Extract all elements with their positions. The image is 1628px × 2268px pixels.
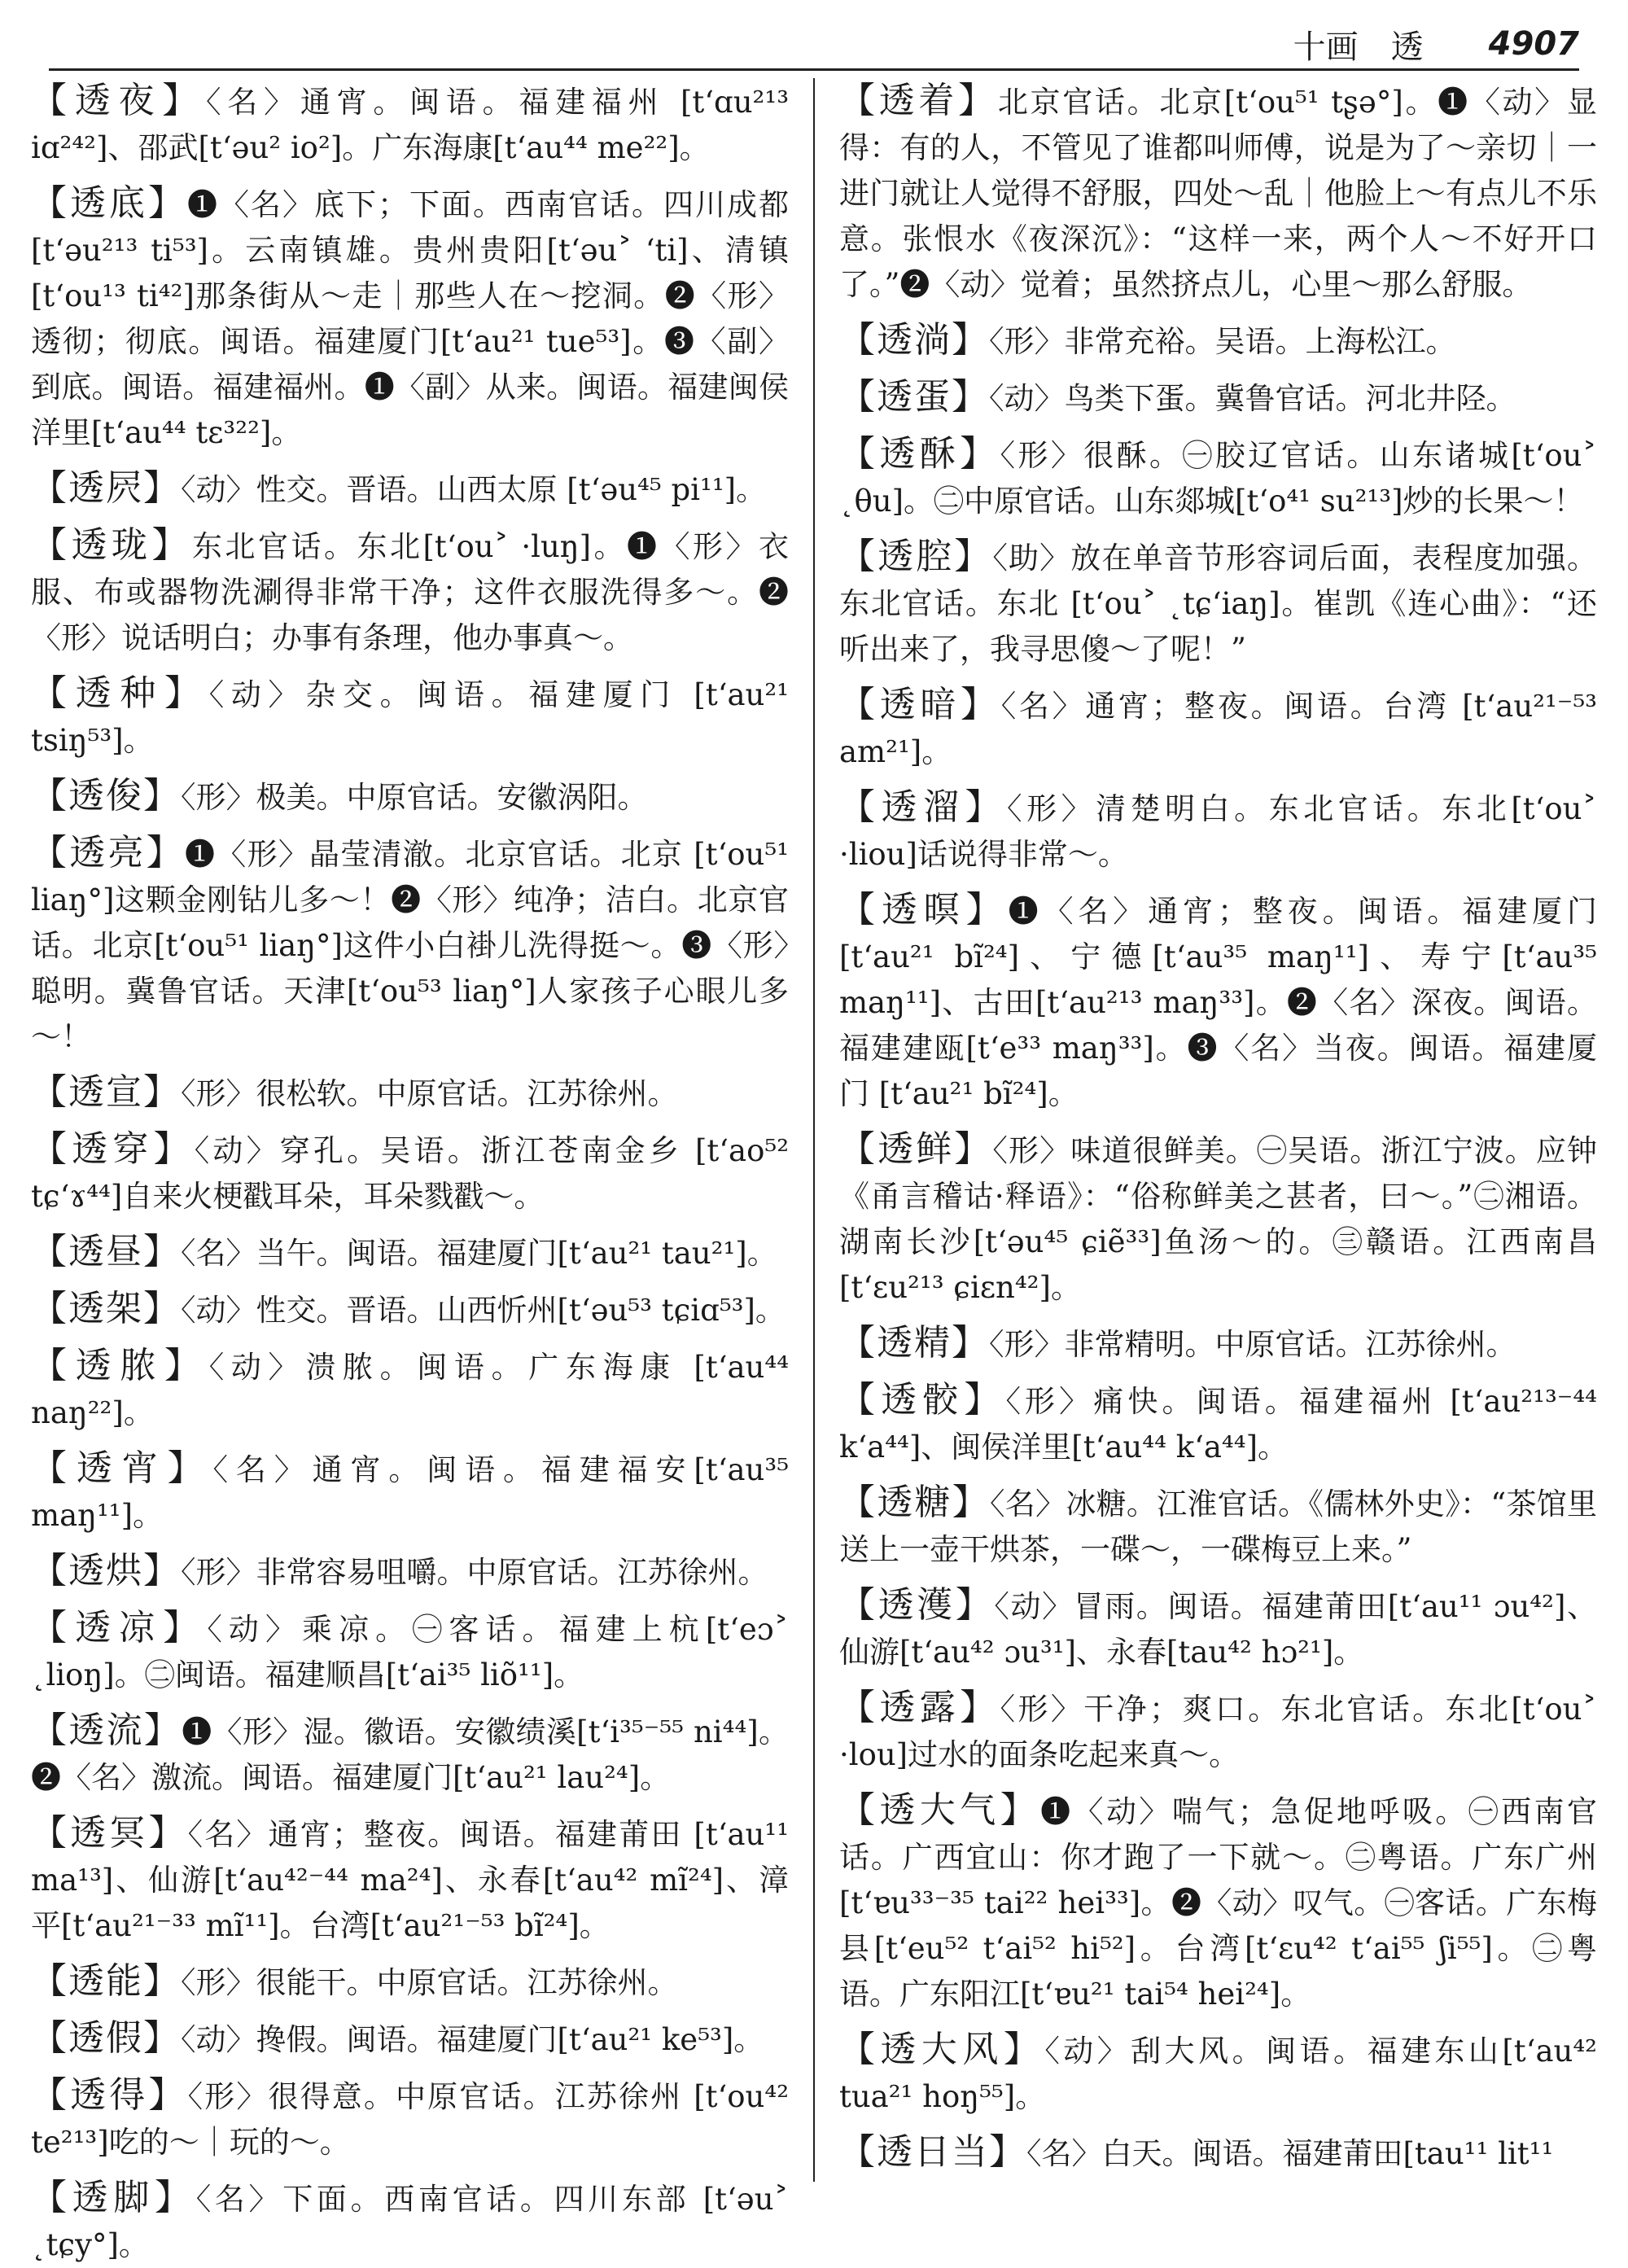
entry-definition: 〈形〉很得意。中原官话。江苏徐州 [t‘ou⁴² te²¹³]吃的～｜玩的～。 <box>31 2079 790 2160</box>
dictionary-entry <box>31 2175 789 2268</box>
dictionary-entry <box>31 78 789 171</box>
entry-headword: 【透露】 <box>838 1687 1000 1728</box>
entry-headword: 【透能】 <box>31 1960 181 2002</box>
dictionary-entry <box>839 1377 1597 1470</box>
dictionary-entry <box>31 830 789 1060</box>
entry-headword: 【透架】 <box>31 1288 181 1329</box>
entry-headword: 【透屄】 <box>31 467 181 509</box>
dictionary-entry <box>31 1708 789 1801</box>
dictionary-entry <box>839 1320 1597 1368</box>
entry-headword: 【透淌】 <box>838 319 989 361</box>
dictionary-entry <box>31 1959 789 2006</box>
entry-headword: 【透大气】 <box>838 1789 1041 1831</box>
entry-definition: 〈名〉通宵；整夜。闽语。台湾 [t‘au²¹⁻⁵³ am²¹]。 <box>838 689 1598 769</box>
entry-definition: 〈形〉味道很鲜美。㊀吴语。浙江宁波。应钟《甬言稽诂·释语》：“俗称鲜美之甚者，曰～。”㊁湘语。湖南长沙[t‘əu⁴⁵ ɕiẽ³³]鱼汤～的。㊂赣语。江西南昌[t‘ɛu²¹³ ɕiɛn⁴²]。 <box>838 1133 1598 1305</box>
header-rule <box>49 68 1579 71</box>
entry-definition: ❶〈名〉底下；下面。西南官话。四川成都[t‘əu²¹³ ti⁵³]。云南镇雄。贵州贵阳[t‘əu˃ ‘ti]、清镇[t‘ou¹³ ti⁴²]那条街从～走｜那些人在～挖洞。❷〈形〉透彻；彻底。闽语。福建厦门[t‘au²¹ tue⁵³]。❸〈副〉到底。闽语。福建福州。❶〈副〉从来。闽语。福建闽侯洋里[t‘au⁴⁴ tɛ³²²]。 <box>31 187 790 450</box>
entry-definition: 〈动〉穿孔。吴语。浙江苍南金乡 [t‘ao⁵² tɕ‘ɤ⁴⁴]自来火梗戳耳朵，耳朵戮戳～。 <box>31 1133 790 1214</box>
entry-headword: 【透脚】 <box>31 2177 196 2218</box>
entry-headword: 【透亮】 <box>31 832 186 873</box>
entry-headword: 【透种】 <box>31 672 209 714</box>
entry-definition: 〈动〉杂交。闽语。福建厦门 [t‘au²¹ tsiŋ⁵³]。 <box>31 677 790 758</box>
entry-headword: 【透日当】 <box>838 2131 1026 2173</box>
entry-definition: 〈形〉很松软。中原官话。江苏徐州。 <box>181 1076 678 1111</box>
entry-definition: 北京官话。北京[t‘ou⁵¹ tʂə°]。❶〈动〉显得：有的人，不管见了谁都叫师傅，说是为了～亲切｜一进门就让人觉得不舒服，四处～乱｜他脸上～有点儿不乐意。张恨水《夜深沉》：“这样一来，两个人～不好开口了。”❷〈动〉觉着；虽然挤点儿，心里～那么舒服。 <box>838 85 1598 302</box>
entry-definition: 〈名〉冰糖。江淮官话。《儒林外史》：“茶馆里送上一壶干烘茶，一碟～，一碟梅豆上来。” <box>838 1486 1597 1567</box>
entry-headword: 【透烘】 <box>31 1550 181 1592</box>
page-number: 4907 <box>1488 25 1579 63</box>
dictionary-entry <box>31 1810 789 1949</box>
dictionary-entry <box>31 1343 789 1436</box>
entry-headword: 【透流】 <box>31 1710 182 1751</box>
right-column <box>839 78 1597 2182</box>
entry-definition: 〈助〉放在单音节形容词后面，表程度加强。东北官话。东北 [t‘ou˃ ˛tɕ‘iaŋ]。崔凯《连心曲》：“还听出来了，我寻思傻～了呢！” <box>838 541 1598 667</box>
running-head-char: 透 <box>1390 28 1424 66</box>
entry-definition: 〈形〉痛快。闽语。福建福州 [t‘au²¹³⁻⁴⁴ k‘a⁴⁴]、闽侯洋里[t‘au⁴⁴ k‘a⁴⁴]。 <box>838 1384 1597 1465</box>
entry-definition: 〈名〉通宵。闽语。福建福安[t‘au³⁵ maŋ¹¹]。 <box>31 1452 790 1533</box>
dictionary-entry <box>839 534 1597 672</box>
entry-definition: 〈动〉性交。晋语。山西忻州[t‘əu⁵³ tɕiɑ⁵³]。 <box>181 1293 786 1328</box>
entry-definition: 〈形〉很酥。㊀胶辽官话。山东诸城[t‘ou˃ ˛θu]。㊁中原官话。山东郯城[t‘o⁴¹ su²¹³]炒的长果～！ <box>838 438 1598 519</box>
dictionary-entry <box>31 773 789 821</box>
entry-headword: 【透大风】 <box>838 2029 1045 2070</box>
dictionary-entry <box>31 466 789 513</box>
entry-definition: 〈形〉清楚明白。东北官话。东北[t‘ou˃ ·liou]话说得非常～。 <box>838 791 1598 872</box>
dictionary-entry <box>31 1446 789 1539</box>
dictionary-entry <box>31 2073 789 2165</box>
dictionary-entry <box>839 2130 1597 2177</box>
entry-headword: 【透精】 <box>838 1322 989 1364</box>
section-label: 十画 <box>1293 28 1359 66</box>
dictionary-entry <box>839 785 1597 878</box>
page-header <box>49 20 1579 68</box>
entry-definition: 〈动〉搀假。闽语。福建厦门[t‘au²¹ ke⁵³]。 <box>181 2022 764 2057</box>
entry-headword: 【透濩】 <box>838 1584 995 1626</box>
entry-headword: 【透穿】 <box>31 1128 195 1170</box>
entry-definition: 〈名〉白天。闽语。福建莆田[tau¹¹ lit¹¹ <box>1026 2136 1554 2171</box>
dictionary-entry <box>31 1070 789 1117</box>
entry-definition: 〈形〉非常充裕。吴语。上海松江。 <box>988 324 1456 359</box>
entry-headword: 【透假】 <box>31 2017 181 2059</box>
column-divider <box>813 78 815 2182</box>
entry-headword: 【透暗】 <box>838 684 1001 725</box>
entry-definition: 〈名〉当午。闽语。福建厦门[t‘au²¹ tau²¹]。 <box>181 1236 777 1271</box>
dictionary-entry <box>839 2027 1597 2120</box>
entry-headword: 【透夜】 <box>31 80 207 121</box>
entry-definition: 〈名〉通宵；整夜。闽语。福建莆田 [t‘au¹¹ ma¹³]、仙游[t‘au⁴²⁻⁴⁴ ma²⁴]、永春[t‘au⁴² mĩ²⁴]、漳平[t‘au²¹⁻³³ mĩ¹¹]。台湾[t‘au²¹⁻⁵³ bĩ²⁴]。 <box>31 1817 790 1943</box>
entry-definition: ❶〈动〉喘气；急促地呼吸。㊀西南官话。广西宜山：你才跑了一下就～。㊁粤语。广东广州[t‘ɐu³³⁻³⁵ tai²² hei³³]。❷〈动〉叹气。㊀客话。广东梅县[t‘eu⁵² t‘ai⁵² hi⁵²]。台湾[t‘ɛu⁴² t‘ai⁵⁵ ʃi⁵⁵]。㊁粤语。广东阳江[t‘ɐu²¹ tai⁵⁴ hei²⁴]。 <box>838 1794 1598 2012</box>
dictionary-entry <box>839 887 1597 1117</box>
dictionary-entry <box>839 1583 1597 1675</box>
entry-definition: 〈形〉非常精明。中原官话。江苏徐州。 <box>988 1327 1516 1362</box>
entry-headword: 【透腔】 <box>838 536 993 577</box>
entry-headword: 【透珑】 <box>31 524 192 566</box>
entry-headword: 【透脓】 <box>31 1345 209 1386</box>
entry-definition: 〈动〉性交。晋语。山西太原 [t‘əu⁴⁵ pi¹¹]。 <box>181 472 767 507</box>
dictionary-entry <box>839 431 1597 524</box>
dictionary-entry <box>839 1788 1597 2017</box>
entry-headword: 【透蛋】 <box>838 376 989 418</box>
entry-headword: 【透得】 <box>31 2074 188 2116</box>
entry-headword: 【透着】 <box>838 80 998 121</box>
two-column-body <box>31 78 1598 2262</box>
entry-definition: ❶〈形〉晶莹清澈。北京官话。北京 [t‘ou⁵¹ liaŋ°]这颗金刚钻儿多～！❷〈形〉纯净；洁白。北京官话。北京[t‘ou⁵¹ liaŋ°]这件小白褂儿洗得挺～。❸〈形〉聪明。冀鲁官话。天津[t‘ou⁵³ liaŋ°]人家孩子心眼儿多～！ <box>31 837 790 1054</box>
entry-definition: 〈动〉乘凉。㊀客话。福建上杭[t‘eɔ˃ ˛lioŋ]。㊁闽语。福建顺昌[t‘ai³⁵ liõ¹¹]。 <box>31 1612 790 1692</box>
entry-definition: 〈名〉下面。西南官话。四川东部 [t‘əu˃ ˛tɕy°]。 <box>31 2182 790 2262</box>
entry-definition: 〈动〉溃脓。闽语。广东海康 [t‘au⁴⁴ naŋ²²]。 <box>31 1350 790 1430</box>
entry-headword: 【透酥】 <box>838 433 1000 475</box>
entry-headword: 【透溜】 <box>838 786 1008 828</box>
dictionary-entry <box>31 1605 789 1698</box>
entry-definition: ❶〈形〉湿。徽语。安徽绩溪[t‘i³⁵⁻⁵⁵ ni⁴⁴]。❷〈名〉激流。闽语。福建厦门[t‘au²¹ lau²⁴]。 <box>31 1714 790 1795</box>
dictionary-entry <box>839 1480 1597 1573</box>
dictionary-entry <box>839 78 1597 308</box>
dictionary-entry <box>31 1286 789 1333</box>
dictionary-entry <box>839 374 1597 422</box>
entry-headword: 【透糖】 <box>838 1482 991 1523</box>
dictionary-entry <box>839 317 1597 365</box>
entry-definition: 〈动〉冒雨。闽语。福建莆田[t‘au¹¹ ɔu⁴²]、仙游[t‘au⁴² ɔu³¹]、永春[tau⁴² hɔ²¹]。 <box>838 1589 1598 1670</box>
entry-headword: 【透鲜】 <box>838 1128 993 1170</box>
dictionary-entry <box>31 1548 789 1596</box>
left-column <box>31 78 790 2262</box>
entry-definition: 〈动〉刮大风。闽语。福建东山[t‘au⁴² tua²¹ hoŋ⁵⁵]。 <box>838 2034 1597 2114</box>
entry-headword: 【透底】 <box>31 182 188 224</box>
entry-definition: 〈形〉非常容易咀嚼。中原官话。江苏徐州。 <box>181 1555 768 1590</box>
dictionary-entry <box>31 1229 789 1276</box>
dictionary-entry <box>31 523 789 661</box>
entry-headword: 【透凉】 <box>31 1607 208 1648</box>
entry-definition: 〈动〉鸟类下蛋。冀鲁官话。河北井陉。 <box>988 381 1516 416</box>
entry-headword: 【透昼】 <box>31 1231 181 1272</box>
dictionary-entry <box>31 1127 789 1219</box>
dictionary-entry <box>31 671 789 764</box>
entry-definition: ❶〈名〉通宵；整夜。闽语。福建厦门 [t‘au²¹ bĩ²⁴]、宁德[t‘au³⁵ maŋ¹¹]、寿宁[t‘au³⁵ maŋ¹¹]、古田[t‘au²¹³ maŋ³³]。❷〈名〉深夜。闽语。福建建瓯[t‘e³³ maŋ³³]。❸〈名〉当夜。闽语。福建厦门 [t‘au²¹ bĩ²⁴]。 <box>838 894 1598 1111</box>
entry-headword: 【透宵】 <box>31 1447 213 1489</box>
dictionary-entry <box>31 181 789 456</box>
entry-definition: 〈形〉很能干。中原官话。江苏徐州。 <box>181 1965 678 2000</box>
entry-headword: 【透宣】 <box>31 1071 181 1113</box>
entry-definition: 东北官话。东北[t‘ou˃ ·luŋ]。❶〈形〉衣服、布或器物洗涮得非常干净；这件衣服洗得多～。❷〈形〉说话明白；办事有条理，他办事真～。 <box>31 529 790 655</box>
dictionary-entry <box>839 1127 1597 1311</box>
entry-headword: 【透骹】 <box>838 1379 1006 1421</box>
entry-headword: 【透暝】 <box>838 889 1009 930</box>
entry-definition: 〈名〉通宵。闽语。福建福州 [t‘ɑu²¹³ iɑ²⁴²]、邵武[t‘əu² io²]。广东海康[t‘au⁴⁴ me²²]。 <box>31 85 790 165</box>
entry-definition: 〈形〉极美。中原官话。安徽涡阳。 <box>181 780 648 815</box>
entry-headword: 【透俊】 <box>31 775 181 817</box>
entry-headword: 【透冥】 <box>31 1812 188 1854</box>
dictionary-entry <box>31 2016 789 2063</box>
entry-definition: 〈形〉干净；爽口。东北官话。东北[t‘ou˃ ·lou]过水的面条吃起来真～。 <box>838 1692 1598 1772</box>
dictionary-entry <box>839 682 1597 775</box>
dictionary-entry <box>839 1685 1597 1778</box>
